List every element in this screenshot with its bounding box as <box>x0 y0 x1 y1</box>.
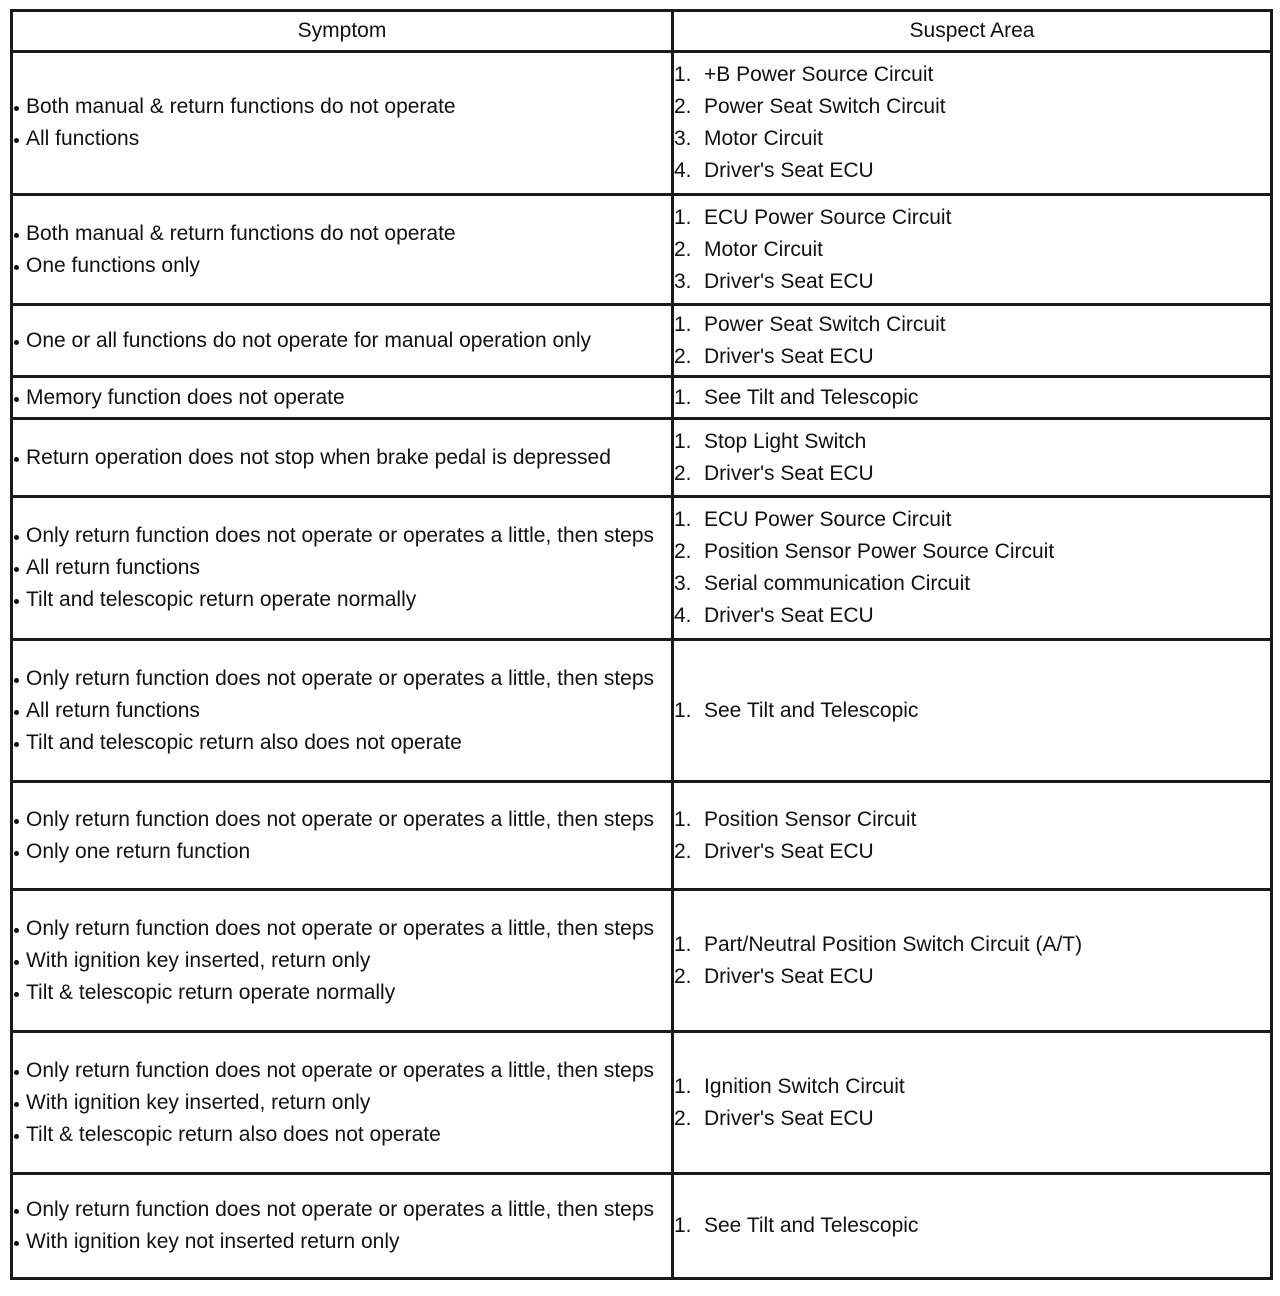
symptom-item: All functions <box>13 123 671 155</box>
suspect-item-text: +B Power Source Circuit <box>704 63 934 86</box>
table-row <box>12 195 1272 305</box>
table-row <box>12 497 1272 640</box>
suspect-item-text: Power Seat Switch Circuit <box>704 95 946 118</box>
suspect-item-number: 1. <box>674 429 692 453</box>
symptom-item: Only return function does not operate or operates a little, then steps <box>13 913 671 945</box>
symptom-item: Tilt & telescopic return also does not operate <box>13 1119 671 1151</box>
suspect-item <box>674 59 1270 91</box>
table-header-row <box>12 11 1272 52</box>
symptom-cell <box>12 195 673 305</box>
suspect-item <box>674 123 1270 155</box>
symptom-item: Return operation does not stop when brake pedal is depressed <box>13 442 671 474</box>
table-row <box>12 377 1272 419</box>
symptom-list <box>13 442 671 474</box>
symptom-list <box>13 1194 671 1258</box>
table-row <box>12 305 1272 377</box>
symptom-list <box>13 663 671 759</box>
suspect-item <box>674 91 1270 123</box>
suspect-item-text: Driver's Seat ECU <box>704 461 874 485</box>
suspect-item <box>674 266 1270 298</box>
symptom-item: Memory function does not operate <box>13 382 671 414</box>
suspect-item-number: 1. <box>674 932 692 956</box>
suspect-item <box>674 234 1270 266</box>
table-body <box>12 52 1272 1279</box>
table-row <box>12 1174 1272 1279</box>
suspect-item <box>674 382 1270 414</box>
suspect-item-number: 1. <box>674 385 692 409</box>
troubleshooting-table <box>10 9 1273 1280</box>
suspect-item-number: 4. <box>674 159 692 182</box>
suspect-item-text: Power Seat Switch Circuit <box>704 312 946 336</box>
suspect-list <box>674 695 1270 727</box>
suspect-area-cell <box>673 195 1272 305</box>
symptom-cell <box>12 497 673 640</box>
suspect-list <box>674 1071 1270 1135</box>
symptom-list <box>13 520 671 616</box>
symptom-cell <box>12 305 673 377</box>
suspect-item <box>674 309 1270 341</box>
suspect-item <box>674 504 1270 536</box>
suspect-item-text: Ignition Switch Circuit <box>704 1074 905 1098</box>
symptom-item: With ignition key inserted, return only <box>13 1087 671 1119</box>
suspect-area-cell <box>673 640 1272 782</box>
symptom-list <box>13 1055 671 1151</box>
suspect-item-number: 1. <box>674 807 692 831</box>
suspect-item <box>674 426 1270 458</box>
suspect-item-text: Position Sensor Power Source Circuit <box>704 540 1055 563</box>
suspect-area-column-header: Suspect Area <box>673 11 1272 52</box>
symptom-item: Both manual & return functions do not operate <box>13 218 671 250</box>
suspect-item <box>674 1210 1270 1242</box>
suspect-item-number: 1. <box>674 1074 692 1098</box>
suspect-item-number: 3. <box>674 269 692 293</box>
suspect-item-number: 1. <box>674 698 692 722</box>
table-row <box>12 52 1272 195</box>
table-row <box>12 890 1272 1032</box>
suspect-item-text: Part/Neutral Position Switch Circuit (A/T) <box>704 932 1083 956</box>
suspect-item-number: 2. <box>674 964 692 988</box>
suspect-list <box>674 309 1270 373</box>
symptom-item: Both manual & return functions do not operate <box>13 91 671 123</box>
suspect-area-cell <box>673 377 1272 419</box>
suspect-item-number: 1. <box>674 205 692 229</box>
suspect-item-text: Driver's Seat ECU <box>704 1106 874 1130</box>
symptom-item: Only return function does not operate or operates a little, then steps <box>13 1194 671 1226</box>
symptom-item: All return functions <box>13 695 671 727</box>
suspect-item-number: 3. <box>674 127 692 150</box>
suspect-item-number: 2. <box>674 461 692 485</box>
suspect-item <box>674 202 1270 234</box>
suspect-list <box>674 929 1270 993</box>
symptom-item: Only return function does not operate or operates a little, then steps <box>13 520 671 552</box>
symptom-item: All return functions <box>13 552 671 584</box>
suspect-item <box>674 929 1270 961</box>
suspect-item-text: Serial communication Circuit <box>704 572 971 595</box>
symptom-item: Tilt and telescopic return operate normally <box>13 584 671 616</box>
suspect-item-text: Driver's Seat ECU <box>704 964 874 988</box>
suspect-item-number: 2. <box>674 95 692 118</box>
suspect-item-number: 1. <box>674 63 692 86</box>
suspect-item-number: 2. <box>674 1106 692 1130</box>
symptom-item: Only return function does not operate or operates a little, then steps <box>13 663 671 695</box>
symptom-list <box>13 913 671 1009</box>
suspect-item <box>674 600 1270 632</box>
suspect-item-text: ECU Power Source Circuit <box>704 508 952 531</box>
suspect-item <box>674 458 1270 490</box>
symptom-column-header: Symptom <box>12 11 673 52</box>
symptom-item: Tilt & telescopic return operate normally <box>13 977 671 1009</box>
symptom-item: Only one return function <box>13 836 671 868</box>
suspect-item-text: Driver's Seat ECU <box>704 159 874 182</box>
suspect-item-text: Motor Circuit <box>704 237 824 261</box>
symptom-cell <box>12 890 673 1032</box>
suspect-list <box>674 202 1270 298</box>
suspect-item <box>674 568 1270 600</box>
suspect-list <box>674 804 1270 868</box>
table-row <box>12 640 1272 782</box>
suspect-item <box>674 1071 1270 1103</box>
suspect-item-number: 2. <box>674 839 692 863</box>
suspect-area-cell <box>673 1174 1272 1279</box>
suspect-item <box>674 804 1270 836</box>
symptom-item: Only return function does not operate or operates a little, then steps <box>13 1055 671 1087</box>
suspect-item <box>674 961 1270 993</box>
suspect-item-number: 2. <box>674 540 692 563</box>
symptom-cell <box>12 52 673 195</box>
suspect-area-cell <box>673 782 1272 890</box>
suspect-area-cell <box>673 305 1272 377</box>
symptom-cell <box>12 377 673 419</box>
suspect-area-cell <box>673 419 1272 497</box>
symptom-cell <box>12 419 673 497</box>
document-page <box>10 9 1270 1280</box>
suspect-list <box>674 504 1270 632</box>
suspect-item <box>674 341 1270 373</box>
suspect-item-number: 4. <box>674 604 692 627</box>
symptom-list <box>13 218 671 282</box>
suspect-item-text: See Tilt and Telescopic <box>704 1214 919 1237</box>
suspect-item-text: Driver's Seat ECU <box>704 604 874 627</box>
suspect-item-number: 1. <box>674 1214 692 1237</box>
suspect-item-text: Position Sensor Circuit <box>704 807 917 831</box>
suspect-area-cell <box>673 1032 1272 1174</box>
symptom-list <box>13 382 671 414</box>
suspect-item-text: See Tilt and Telescopic <box>704 698 919 722</box>
suspect-list <box>674 382 1270 414</box>
suspect-item-text: See Tilt and Telescopic <box>704 385 919 409</box>
symptom-item: With ignition key inserted, return only <box>13 945 671 977</box>
suspect-item-number: 2. <box>674 344 692 368</box>
symptom-cell <box>12 1032 673 1174</box>
suspect-item-text: Driver's Seat ECU <box>704 839 874 863</box>
suspect-list <box>674 59 1270 187</box>
suspect-item-text: Stop Light Switch <box>704 429 867 453</box>
suspect-item-number: 1. <box>674 508 692 531</box>
symptom-item: One functions only <box>13 250 671 282</box>
table-row <box>12 419 1272 497</box>
symptom-cell <box>12 782 673 890</box>
suspect-item-text: Driver's Seat ECU <box>704 344 874 368</box>
suspect-item-number: 2. <box>674 237 692 261</box>
suspect-list <box>674 426 1270 490</box>
suspect-item <box>674 155 1270 187</box>
suspect-area-cell <box>673 497 1272 640</box>
symptom-cell <box>12 640 673 782</box>
symptom-list <box>13 325 671 357</box>
suspect-item-text: ECU Power Source Circuit <box>704 205 952 229</box>
symptom-item: Only return function does not operate or operates a little, then steps <box>13 804 671 836</box>
suspect-item <box>674 695 1270 727</box>
suspect-item-number: 3. <box>674 572 692 595</box>
suspect-item-number: 1. <box>674 312 692 336</box>
symptom-list <box>13 91 671 155</box>
symptom-item: One or all functions do not operate for manual operation only <box>13 325 671 357</box>
symptom-item: Tilt and telescopic return also does not operate <box>13 727 671 759</box>
suspect-area-cell <box>673 890 1272 1032</box>
suspect-item <box>674 836 1270 868</box>
suspect-item-text: Motor Circuit <box>704 127 824 150</box>
suspect-list <box>674 1210 1270 1242</box>
suspect-area-cell <box>673 52 1272 195</box>
table-row <box>12 782 1272 890</box>
suspect-item <box>674 536 1270 568</box>
symptom-list <box>13 804 671 868</box>
table-row <box>12 1032 1272 1174</box>
symptom-item: With ignition key not inserted return only <box>13 1226 671 1258</box>
symptom-cell <box>12 1174 673 1279</box>
suspect-item <box>674 1103 1270 1135</box>
suspect-item-text: Driver's Seat ECU <box>704 269 874 293</box>
